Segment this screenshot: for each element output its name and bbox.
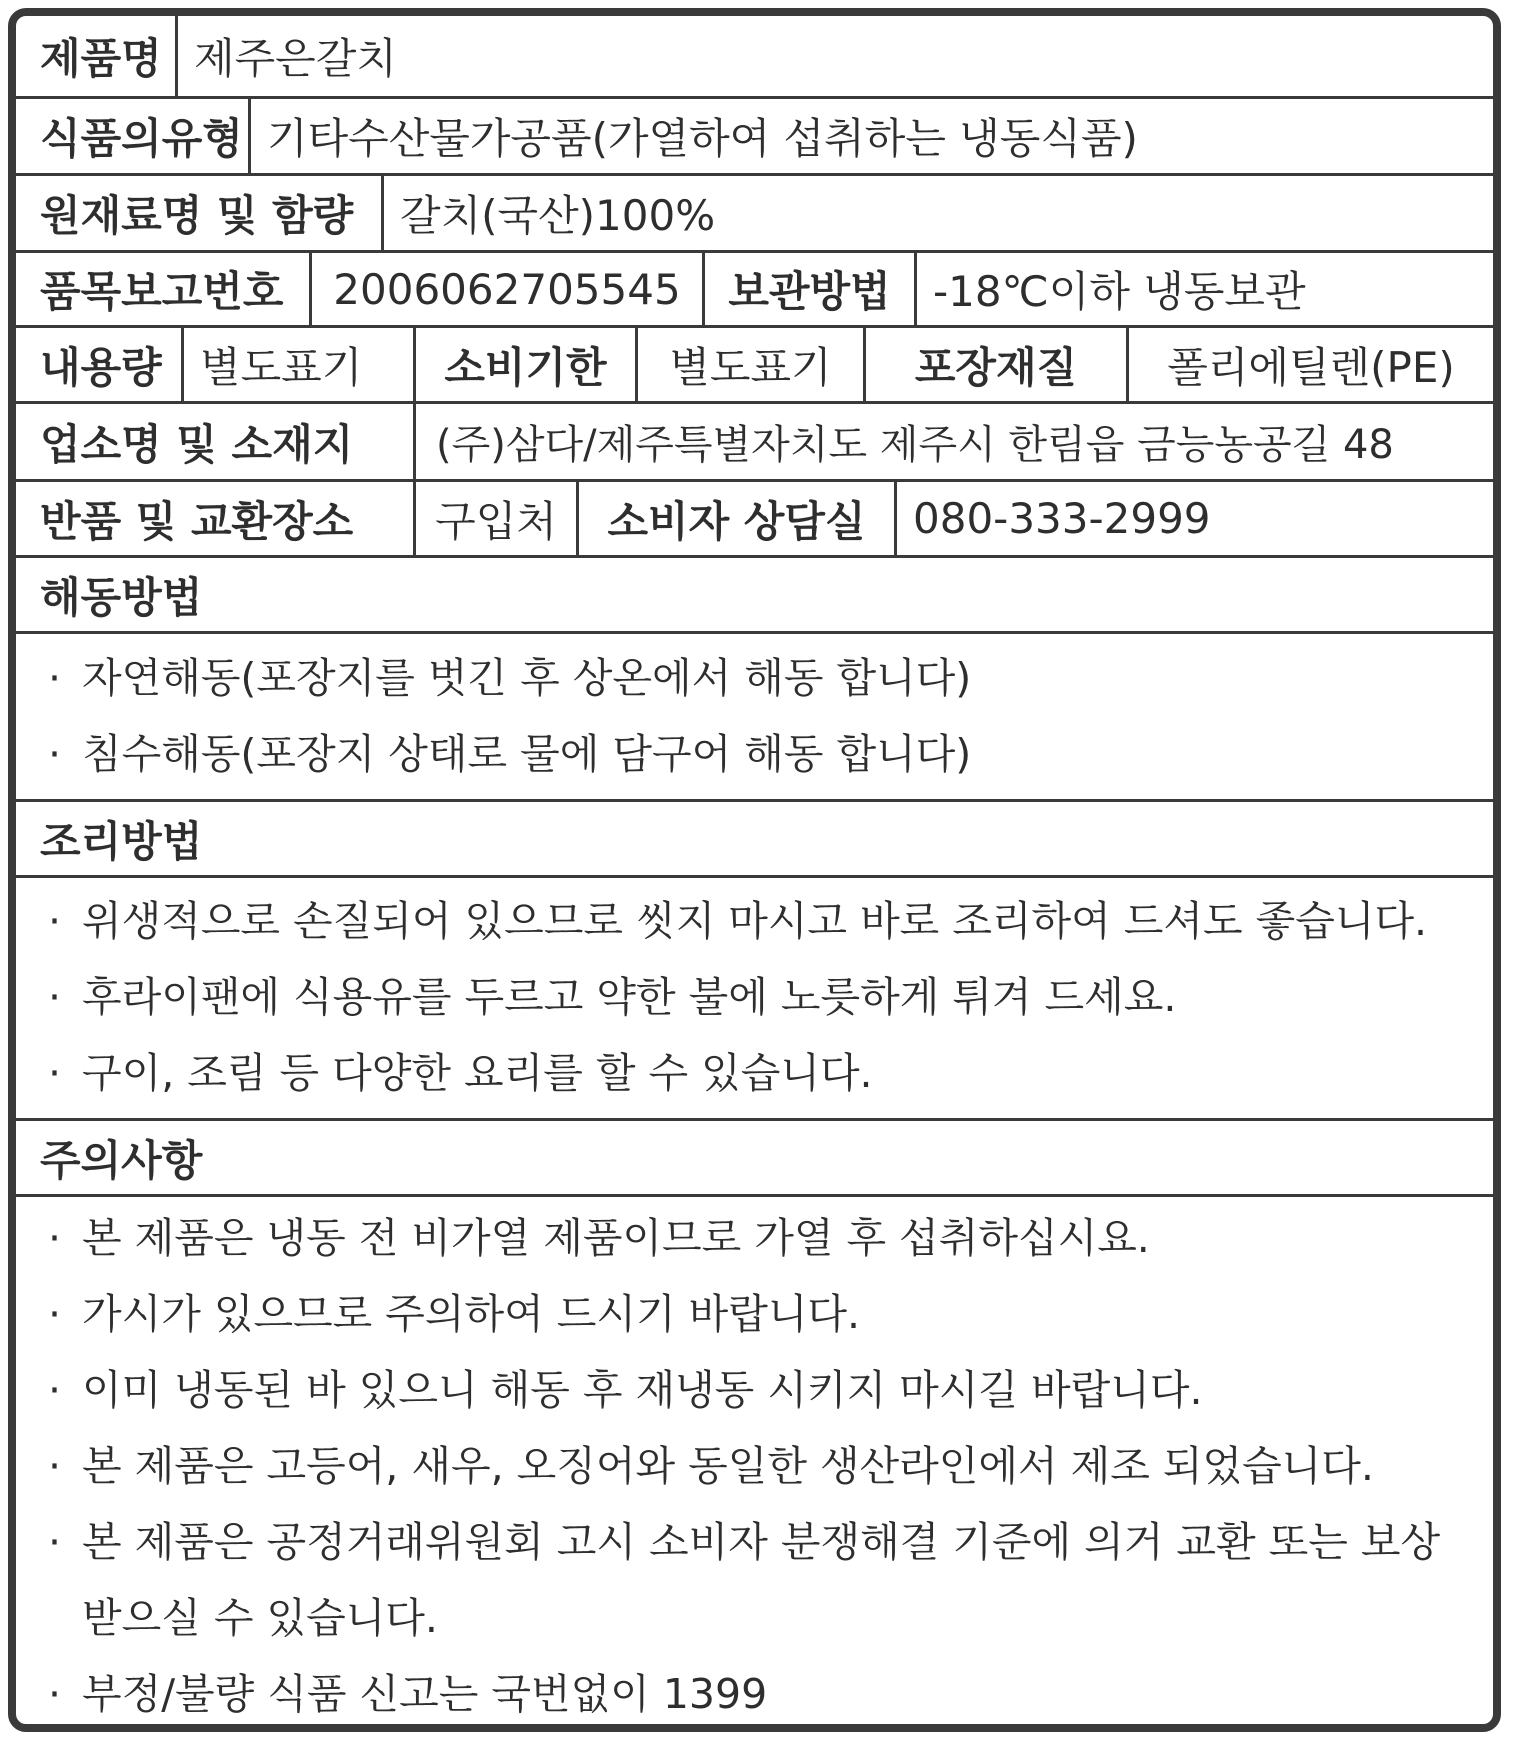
bullet: ·: [48, 1214, 62, 1262]
caution-item: 가시가 있으므로 주의하여 드시기 바랍니다.: [82, 1290, 861, 1338]
bullet: ·: [48, 897, 62, 945]
list-item: [48, 1200, 1483, 1276]
thawing-list: [16, 634, 1493, 802]
list-item: [48, 1352, 1483, 1428]
thawing-title: 해동방법: [16, 558, 1493, 634]
row-content-expiry-packaging: [16, 328, 1493, 404]
bullet: ·: [48, 654, 62, 702]
caution-item: 본 제품은 고등어, 새우, 오징어와 동일한 생산라인에서 제조 되었습니다.: [82, 1442, 1374, 1490]
row-product-name: [16, 16, 1493, 99]
value-content: 별도표기: [184, 328, 416, 401]
cooking-item: 위생적으로 손질되어 있으므로 씻지 마시고 바로 조리하여 드셔도 좋습니다.: [82, 897, 1428, 945]
bullet: ·: [48, 1049, 62, 1097]
list-item: [48, 716, 1483, 792]
list-item: [48, 640, 1483, 716]
caution-item: 이미 냉동된 바 있으니 해동 후 재냉동 시키지 마시길 바랍니다.: [82, 1366, 1203, 1414]
row-return-consult: [16, 482, 1493, 558]
thawing-item: 자연해동(포장지를 벗긴 후 상온에서 해동 합니다): [82, 654, 972, 702]
value-storage: -18℃이하 냉동보관: [933, 267, 1306, 316]
row-ingredients: [16, 176, 1493, 253]
label-product-name: 제품명: [16, 16, 178, 96]
label-packaging: 포장재질: [866, 328, 1129, 401]
list-item: [48, 1656, 1483, 1732]
list-item: [48, 1428, 1483, 1504]
cooking-title: 조리방법: [16, 802, 1493, 878]
list-item: [48, 1035, 1483, 1111]
value-return-place: 구입처: [416, 482, 579, 555]
cooking-list: [16, 878, 1493, 1121]
list-item: [48, 1504, 1483, 1656]
label-food-type: 식품의유형: [16, 99, 251, 173]
row-food-type: [16, 99, 1493, 176]
label-return-place: 반품 및 교환장소: [16, 482, 416, 555]
row-report-storage: [16, 253, 1493, 328]
bullet: ·: [48, 1518, 62, 1566]
bullet: ·: [48, 1290, 62, 1338]
value-report-no: 2006062705545: [312, 253, 705, 325]
label-frame: [8, 8, 1501, 1732]
caution-item: 본 제품은 공정거래위원회 고시 소비자 분쟁해결 기준에 의거 교환 또는 보상 받으실 수 있습니다.: [82, 1518, 1441, 1642]
list-item: [48, 1276, 1483, 1352]
bullet: ·: [48, 1366, 62, 1414]
cooking-item: 구이, 조림 등 다양한 요리를 할 수 있습니다.: [82, 1049, 873, 1097]
caution-item: 본 제품은 냉동 전 비가열 제품이므로 가열 후 섭취하십시요.: [82, 1214, 1150, 1262]
caution-list: [16, 1197, 1493, 1732]
cooking-item: 후라이팬에 식용유를 두르고 약한 불에 노릇하게 튀겨 드세요.: [82, 973, 1177, 1021]
row-company: [16, 404, 1493, 482]
label-expiry: 소비기한: [416, 328, 638, 401]
list-item: [48, 959, 1483, 1035]
label-content: 내용량: [16, 328, 184, 401]
bullet: ·: [48, 1442, 62, 1490]
value-company: (주)삼다/제주특별자치도 제주시 한림읍 금능농공길 48: [436, 422, 1394, 468]
bullet: ·: [48, 1670, 62, 1718]
list-item: [48, 883, 1483, 959]
caution-title: 주의사항: [16, 1121, 1493, 1197]
caution-item: 부정/불량 식품 신고는 국번없이 1399: [82, 1670, 768, 1718]
thawing-item: 침수해동(포장지 상태로 물에 담구어 해동 합니다): [82, 730, 972, 778]
bullet: ·: [48, 973, 62, 1021]
label-consult: 소비자 상담실: [579, 482, 897, 555]
label-ingredients: 원재료명 및 함량: [16, 176, 384, 250]
value-product-name: 제주은갈치: [194, 34, 397, 83]
bullet: ·: [48, 730, 62, 778]
value-ingredients: 갈치(국산)100%: [400, 191, 716, 240]
label-storage: 보관방법: [705, 253, 917, 325]
label-company: 업소명 및 소재지: [16, 404, 416, 479]
value-consult: 080-333-2999: [913, 494, 1211, 543]
value-expiry: 별도표기: [638, 328, 866, 401]
value-food-type: 기타수산물가공품(가열하여 섭취하는 냉동식품): [267, 114, 1138, 163]
label-report-no: 품목보고번호: [16, 253, 312, 325]
value-packaging: 폴리에틸렌(PE): [1167, 342, 1455, 392]
